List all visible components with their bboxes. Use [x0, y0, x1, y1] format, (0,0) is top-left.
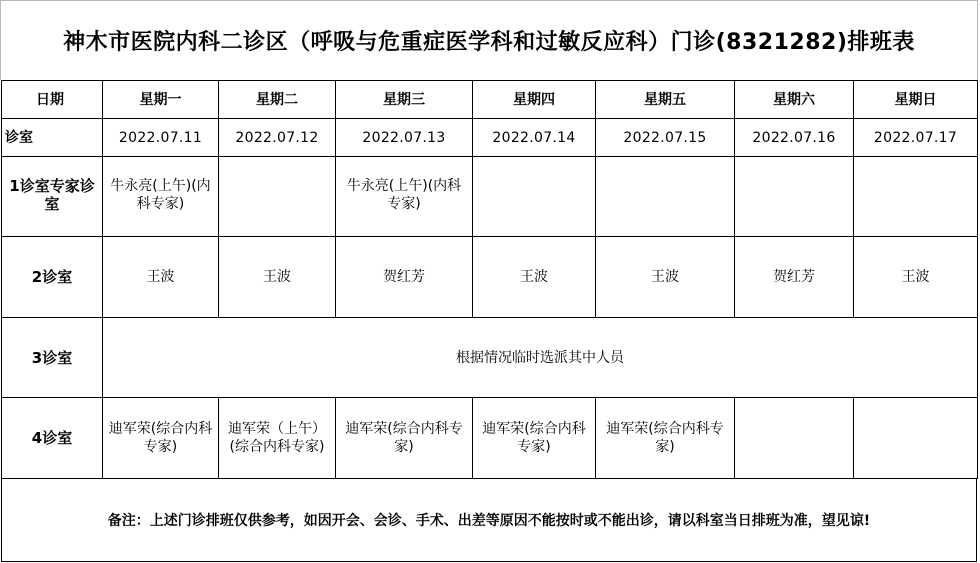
- weekday-thu: 星期四: [473, 81, 596, 119]
- weekday-sun: 星期日: [854, 81, 978, 119]
- room2-name: 2诊室: [2, 237, 103, 318]
- date-label: 日期: [2, 81, 103, 119]
- weekday-fri: 星期五: [596, 81, 735, 119]
- room1-row: [2, 157, 978, 237]
- date-sun: 2022.07.17: [854, 119, 978, 157]
- room2-tue: 王波: [219, 237, 336, 318]
- date-mon: 2022.07.11: [103, 119, 219, 157]
- room2-fri: 王波: [596, 237, 735, 318]
- room2-row: [2, 237, 978, 318]
- date-fri: 2022.07.15: [596, 119, 735, 157]
- room3-row: [2, 318, 978, 398]
- room1-sun: [854, 157, 978, 237]
- room4-sat: [735, 398, 854, 479]
- room1-tue: [219, 157, 336, 237]
- room4-thu: 迪军荣(综合内科专家): [473, 398, 596, 479]
- weekday-sat: 星期六: [735, 81, 854, 119]
- room2-mon: 王波: [103, 237, 219, 318]
- room4-fri: 迪军荣(综合内科专家): [596, 398, 735, 479]
- date-sat: 2022.07.16: [735, 119, 854, 157]
- room1-sat: [735, 157, 854, 237]
- weekday-mon: 星期一: [103, 81, 219, 119]
- room4-row: [2, 398, 978, 479]
- date-row: [2, 119, 978, 157]
- room1-mon: 牛永亮(上午)(内科专家): [103, 157, 219, 237]
- room2-sun: 王波: [854, 237, 978, 318]
- room2-thu: 王波: [473, 237, 596, 318]
- weekday-wed: 星期三: [336, 81, 473, 119]
- room-label: 诊室: [2, 119, 103, 157]
- weekday-row: [2, 81, 978, 119]
- room1-fri: [596, 157, 735, 237]
- footer-note: 备注：上述门诊排班仅供参考，如因开会、会诊、手术、出差等原因不能按时或不能出诊，请以科室当日排班为准，望见谅!: [1, 478, 977, 562]
- page-title: 神木市医院内科二诊区（呼吸与危重症医学科和过敏反应科）门诊(8321282)排班表: [0, 0, 978, 80]
- room1-thu: [473, 157, 596, 237]
- date-thu: 2022.07.14: [473, 119, 596, 157]
- room2-sat: 贺红芳: [735, 237, 854, 318]
- room3-merged-note: 根据情况临时选派其中人员: [103, 318, 978, 398]
- room1-wed: 牛永亮(上午)(内科专家): [336, 157, 473, 237]
- schedule-table: [1, 80, 978, 479]
- room4-tue: 迪军荣（上午）(综合内科专家): [219, 398, 336, 479]
- room4-wed: 迪军荣(综合内科专家): [336, 398, 473, 479]
- room4-sun: [854, 398, 978, 479]
- date-wed: 2022.07.13: [336, 119, 473, 157]
- date-tue: 2022.07.12: [219, 119, 336, 157]
- room4-mon: 迪军荣(综合内科专家): [103, 398, 219, 479]
- weekday-tue: 星期二: [219, 81, 336, 119]
- room1-name: 1诊室专家诊室: [2, 157, 103, 237]
- room4-name: 4诊室: [2, 398, 103, 479]
- room3-name: 3诊室: [2, 318, 103, 398]
- room2-wed: 贺红芳: [336, 237, 473, 318]
